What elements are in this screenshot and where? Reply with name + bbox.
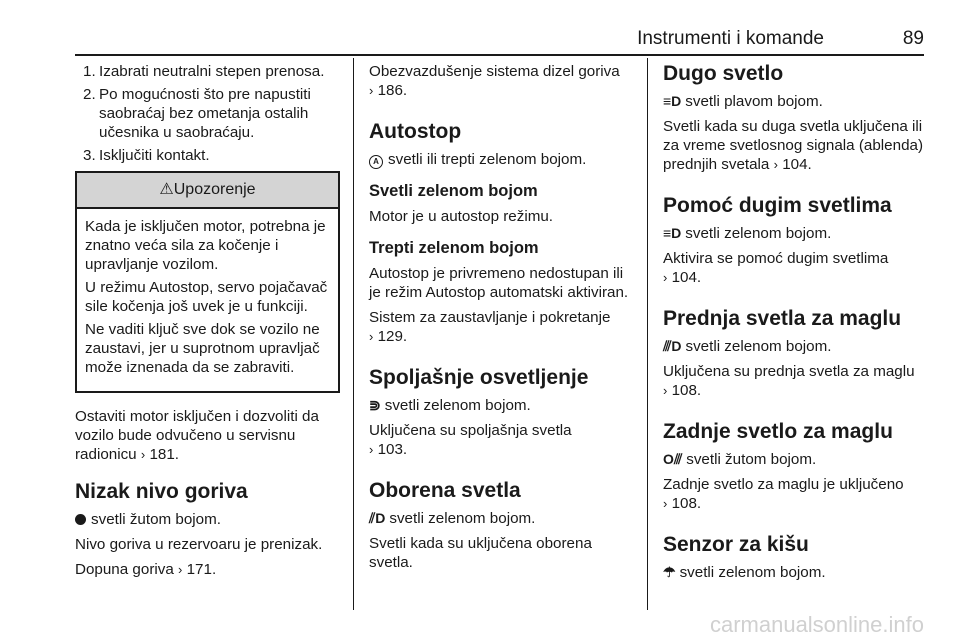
high-beam-icon: ≡D	[663, 93, 682, 109]
warning-paragraph: U režimu Autostop, servo pojačavač sile kočenja još uvek je u funkciji.	[85, 279, 328, 315]
page-ref-icon: ›	[663, 270, 668, 285]
front-fog-icon: ⫻D	[663, 338, 682, 354]
list-item: 2. Po mogućnosti što pre napustiti saobraćaj bez ometanja ostalih učesnika u saobraćaju.	[83, 86, 311, 141]
column-divider	[353, 58, 354, 610]
steps-list	[75, 62, 340, 165]
warning-box	[75, 171, 340, 393]
indicator-line: ⫻D svetli zelenom bojom.	[663, 338, 832, 355]
paragraph: Aktivira se pomoć dugim svetlima › 104.	[663, 250, 889, 286]
page-number: 89	[902, 28, 924, 49]
warning-paragraph: Ne vaditi ključ sve dok se vozilo ne zaustavi, jer u suprotnom upravljač može iznenada da se zabraviti.	[85, 321, 320, 376]
indicator-line: ⫽D svetli zelenom bojom.	[369, 510, 536, 527]
page-ref[interactable]: 171.	[186, 561, 217, 578]
section-heading: Autostop	[369, 120, 462, 143]
warning-paragraph: Kada je isključen motor, potrebna je znatno veća sila za kočenje i upravljanje vozilom.	[85, 218, 326, 273]
page-ref-icon: ›	[140, 447, 146, 462]
page-ref[interactable]: 186.	[377, 82, 408, 99]
low-beam-icon: ⫽D	[369, 510, 386, 526]
list-item: 1. Izabrati neutralni stepen prenosa.	[83, 63, 325, 80]
warning-icon: ⚠	[159, 181, 174, 198]
page-ref-icon: ›	[663, 496, 668, 511]
page-ref[interactable]: 108.	[671, 495, 702, 512]
paragraph: Svetli kada su duga svetla uključena ili za vreme svetlosnog signala (ablenda) prednjih svetala › 104.	[663, 118, 924, 173]
exterior-lights-icon: ⋑	[369, 397, 381, 413]
page-ref[interactable]: 129.	[377, 328, 408, 345]
section-heading: Nizak nivo goriva	[75, 480, 248, 503]
page-ref[interactable]: 103.	[377, 441, 408, 458]
page-ref[interactable]: 108.	[671, 382, 702, 399]
high-beam-assist-icon: ≡D	[663, 225, 682, 241]
rear-fog-icon: O⫻	[663, 451, 683, 467]
warning-header	[77, 173, 338, 209]
page-ref-icon: ›	[369, 329, 374, 344]
paragraph: Sistem za zaustavljanje i pokretanje › 129.	[369, 309, 611, 345]
page-ref-icon: ›	[369, 442, 374, 457]
page-header	[75, 24, 924, 56]
section-heading: Spoljašnje osvetljenje	[369, 366, 589, 389]
page-title: Instrumenti i komande	[637, 28, 824, 49]
paragraph: Autostop je privremeno nedostupan ili je režim Autostop automatski aktiviran.	[369, 265, 629, 301]
page-ref-icon: ›	[663, 383, 668, 398]
paragraph: Ostaviti motor isključen i dozvoliti da vozilo bude odvučeno u servisnu radionicu › 181.	[75, 408, 319, 463]
column-1	[75, 62, 340, 579]
page-ref[interactable]: 104.	[671, 269, 702, 286]
section-heading: Senzor za kišu	[663, 533, 809, 556]
list-item: 3. Isključiti kontakt.	[83, 147, 210, 164]
indicator-line: ≡D svetli plavom bojom.	[663, 93, 823, 110]
paragraph: Dopuna goriva › 171.	[75, 561, 217, 578]
rain-sensor-icon: ☂	[663, 564, 676, 580]
column-3	[663, 62, 928, 582]
indicator-line: ⋑ svetli zelenom bojom.	[369, 397, 531, 414]
section-heading: Zadnje svetlo za maglu	[663, 420, 893, 443]
watermark: carmanualsonline.info	[709, 612, 924, 637]
page-ref[interactable]: 104.	[782, 156, 812, 173]
section-heading: Prednja svetla za maglu	[663, 307, 902, 330]
paragraph: Svetli kada su uključena oborena svetla.	[369, 535, 592, 571]
paragraph: Nivo goriva u rezervoaru je prenizak.	[75, 536, 323, 553]
section-heading: Dugo svetlo	[663, 62, 784, 85]
section-heading: Pomoć dugim svetlima	[663, 194, 892, 217]
indicator-line: O⫻ svetli žutom bojom.	[663, 451, 817, 468]
paragraph: Zadnje svetlo za maglu je uključeno › 108.	[663, 476, 904, 512]
subsection-heading: Trepti zelenom bojom	[369, 239, 539, 257]
subsection-heading: Svetli zelenom bojom	[369, 182, 538, 200]
fuel-indicator-icon	[75, 514, 86, 525]
indicator-line: A svetli ili trepti zelenom bojom.	[369, 150, 634, 169]
indicator-line: svetli žutom bojom.	[75, 510, 340, 529]
paragraph: Uključena su prednja svetla za maglu › 108.	[663, 363, 915, 399]
warning-title: Upozorenje	[173, 181, 256, 198]
section-heading: Oborena svetla	[369, 479, 521, 502]
indicator-line: ☂ svetli zelenom bojom.	[663, 564, 826, 581]
indicator-line: ≡D svetli zelenom bojom.	[663, 225, 832, 242]
warning-body	[77, 209, 338, 391]
column-2	[369, 62, 634, 572]
page-ref-icon: ›	[178, 562, 183, 577]
column-divider	[647, 58, 648, 610]
page-ref-icon: ›	[773, 157, 778, 172]
page-ref-icon: ›	[369, 83, 374, 98]
autostop-icon: A	[369, 155, 383, 169]
paragraph: Uključena su spoljašnja svetla › 103.	[369, 422, 572, 458]
paragraph: Obezvazdušenje sistema dizel goriva › 186.	[369, 63, 620, 99]
paragraph: Motor je u autostop režimu.	[369, 208, 554, 225]
page-ref[interactable]: 181.	[149, 446, 180, 463]
